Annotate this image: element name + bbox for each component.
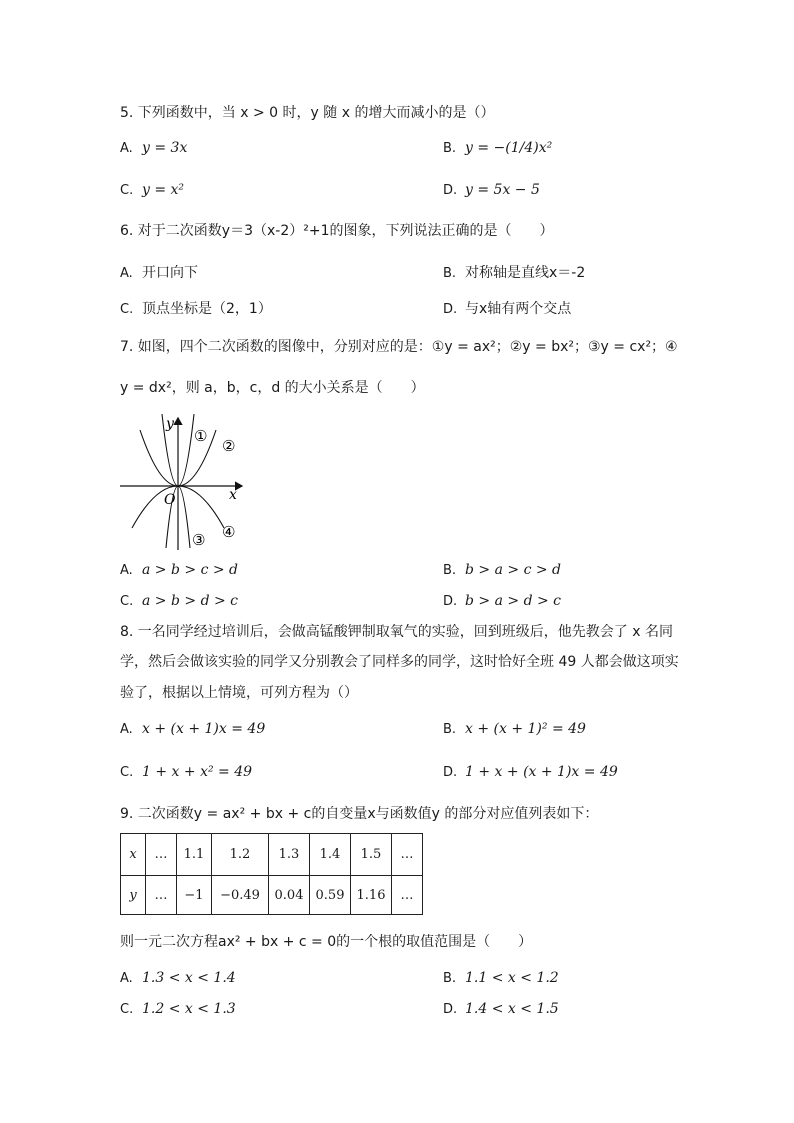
q5-option-a: A. y = 3x xyxy=(120,140,188,156)
table-cell: 1.5 xyxy=(351,834,392,876)
table-cell: … xyxy=(146,834,177,876)
q6-option-d: D. 与x轴有两个交点 xyxy=(443,301,572,317)
q9-option-b: B. 1.1 < x < 1.2 xyxy=(443,970,559,986)
q7-stem-line-2: y = dx²，则 a，b，c，d 的大小关系是（ ） xyxy=(120,380,425,396)
q8-stem-line-3: 验了，根据以上情境，可列方程为（） xyxy=(120,685,358,701)
curve-label-2: ② xyxy=(222,437,236,455)
table-cell: 1.3 xyxy=(269,834,310,876)
q8-option-c: C. 1 + x + x² = 49 xyxy=(120,764,253,780)
table-cell: 0.04 xyxy=(269,876,310,915)
table-cell: 1.16 xyxy=(351,876,392,915)
q9-follow-text: 则一元二次方程ax² + bx + c = 0的一个根的取值范围是（ ） xyxy=(120,934,533,950)
curve-label-4: ④ xyxy=(222,523,236,541)
x-axis-label: x xyxy=(229,487,237,503)
q6-stem: 6. 对于二次函数y＝3（x-2）²+1的图象，下列说法正确的是（ ） xyxy=(120,223,554,239)
table-cell: … xyxy=(392,876,423,915)
table-cell: … xyxy=(392,834,423,876)
q5-option-d: D. y = 5x − 5 xyxy=(443,182,540,198)
q6-option-a: A. 开口向下 xyxy=(120,265,198,281)
q8-stem-line-2: 学，然后会做该实验的同学又分别教会了同样多的同学，这时恰好全班 49 人都会做这项实 xyxy=(120,654,679,670)
q7-stem-line-1: 7. 如图，四个二次函数的图像中，分别对应的是：①y = ax²；②y = bx²；③y = cx²；④ xyxy=(120,339,678,355)
curve-label-3: ③ xyxy=(192,531,206,549)
q5-option-b: B. y = −(1/4)x² xyxy=(443,140,553,156)
table-cell: x xyxy=(121,834,146,876)
q7-option-a: A. a > b > c > d xyxy=(120,562,239,578)
q8-option-d: D. 1 + x + (x + 1)x = 49 xyxy=(443,764,618,780)
table-cell: −0.49 xyxy=(212,876,269,915)
q9-value-table xyxy=(120,833,423,915)
table-row-x xyxy=(121,834,423,876)
origin-label: O xyxy=(164,492,176,508)
table-cell: 1.1 xyxy=(177,834,212,876)
q7-option-c: C. a > b > d > c xyxy=(120,593,239,609)
q8-option-b: B. x + (x + 1)² = 49 xyxy=(443,721,586,737)
table-cell: … xyxy=(146,876,177,915)
q7-parabola-graph xyxy=(118,410,248,555)
q7-option-b: B. b > a > c > d xyxy=(443,562,562,578)
q5-stem: 5. 下列函数中，当 x > 0 时，y 随 x 的增大而减小的是（） xyxy=(120,105,495,121)
q9-option-c: C. 1.2 < x < 1.3 xyxy=(120,1001,236,1017)
q6-option-c: C. 顶点坐标是（2，1） xyxy=(120,301,272,317)
q9-option-a: A. 1.3 < x < 1.4 xyxy=(120,970,236,986)
table-cell: y xyxy=(121,876,146,915)
q8-option-a: A. x + (x + 1)x = 49 xyxy=(120,721,266,737)
table-cell: 1.2 xyxy=(212,834,269,876)
table-cell: 0.59 xyxy=(310,876,351,915)
q5-option-c: C. y = x² xyxy=(120,182,185,198)
q7-option-d: D. b > a > d > c xyxy=(443,593,562,609)
q9-option-d: D. 1.4 < x < 1.5 xyxy=(443,1001,559,1017)
curve-label-1: ① xyxy=(194,427,208,445)
table-row-y xyxy=(121,876,423,915)
table-cell: 1.4 xyxy=(310,834,351,876)
table-cell: −1 xyxy=(177,876,212,915)
q8-stem-line-1: 8. 一名同学经过培训后，会做高锰酸钾制取氧气的实验，回到班级后，他先教会了 x 名同 xyxy=(120,624,673,640)
y-axis-label: y xyxy=(166,416,174,432)
q9-stem: 9. 二次函数y = ax² + bx + c的自变量x与函数值y 的部分对应值列表如下： xyxy=(120,806,599,822)
q6-option-b: B. 对称轴是直线x＝-2 xyxy=(443,265,586,281)
